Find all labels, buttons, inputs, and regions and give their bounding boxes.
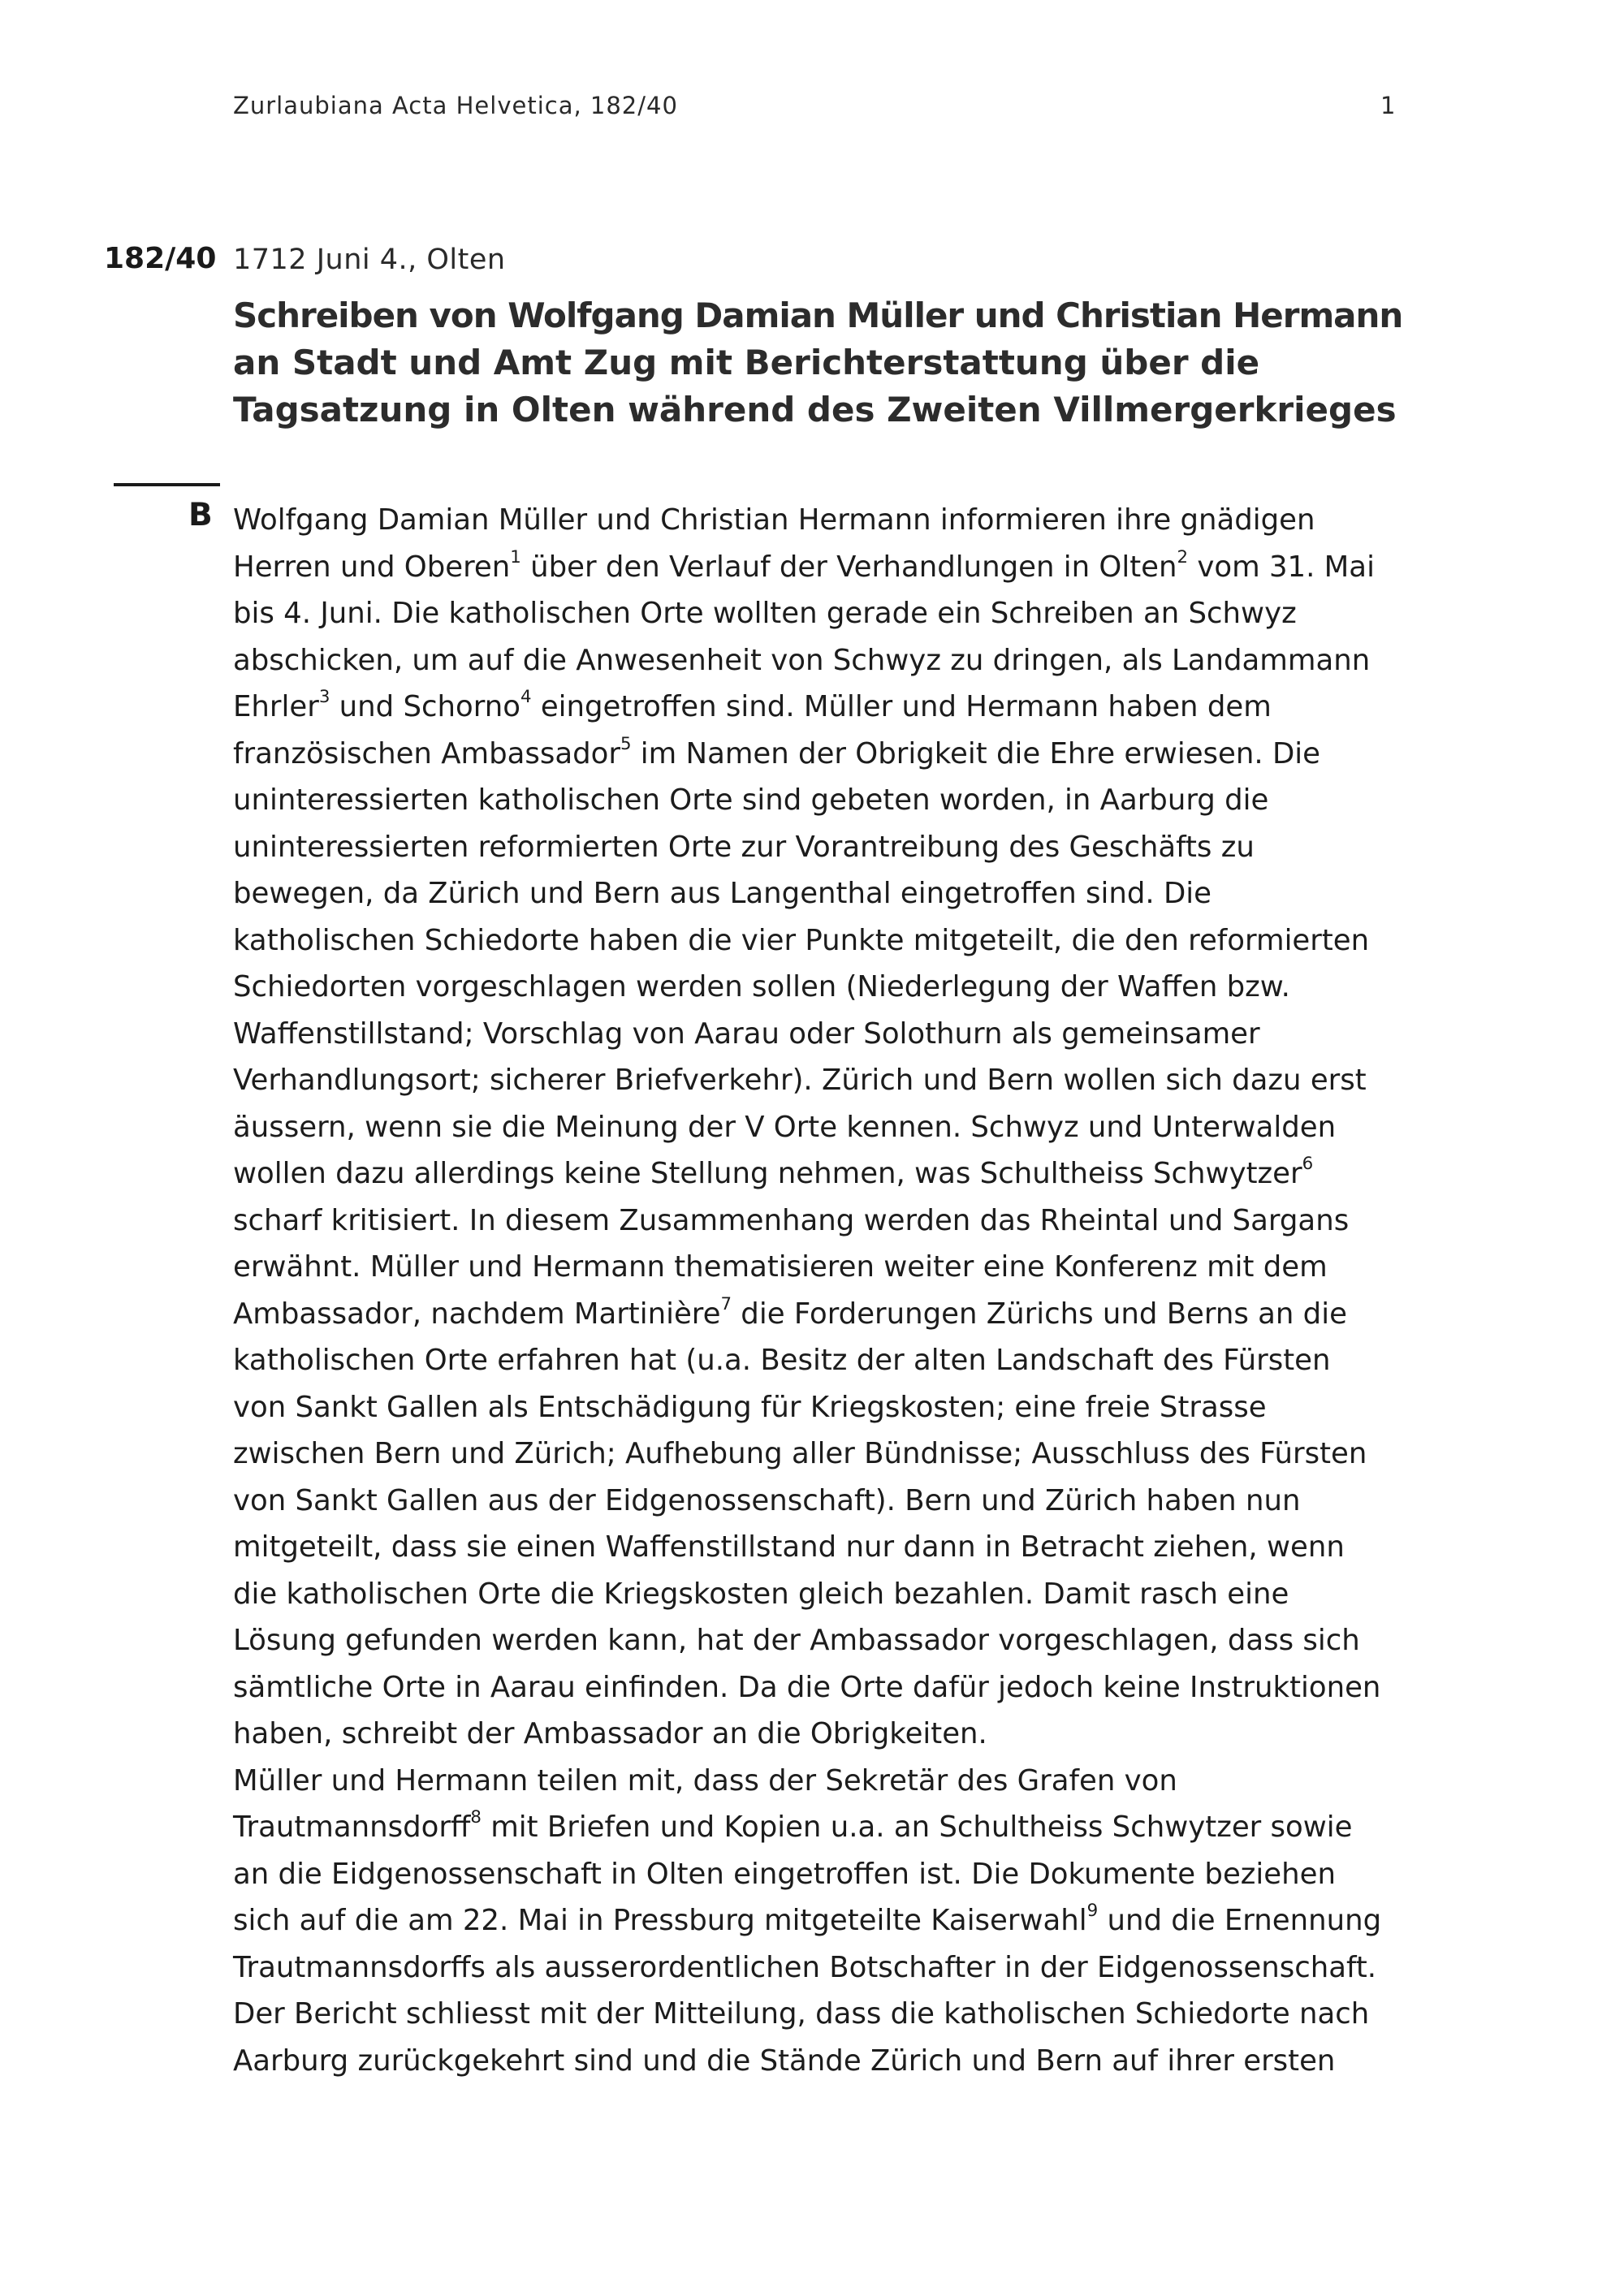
text-line: bis 4. Juni. Die katholischen Orte wollten gerade ein Schreiben an Schwyz xyxy=(233,597,1297,630)
text-line: Waffenstillstand; Vorschlag von Aarau oder Solothurn als gemeinsamer xyxy=(233,1016,1260,1051)
text-line: katholischen Schiedorte haben die vier Punkte mitgeteilt, die den reformierten xyxy=(233,923,1370,957)
text-line: Lösung gefunden werden kann, hat der Ambassador vorgeschlagen, dass sich xyxy=(233,1624,1360,1657)
text-line: Der Bericht schliesst mit der Mitteilung, dass die katholischen Schiedorte nach xyxy=(233,1997,1370,2031)
text-line: abschicken, um auf die Anwesenheit von Schwyz zu dringen, als Landammann xyxy=(233,643,1371,677)
document-date-place: 1712 Juni 4., Olten xyxy=(233,244,506,276)
document-number: 182/40 xyxy=(104,242,217,275)
document-title xyxy=(233,292,1402,434)
text-line: Trautmannsdorffs als ausserordentlichen Botschafter in der Eidgenossenschaft. xyxy=(233,1950,1377,1984)
footnote-ref: 9 xyxy=(1086,1900,1099,1921)
text-line: Müller und Hermann teilen mit, dass der Sekretär des Grafen von xyxy=(233,1763,1177,1798)
text-line: an die Eidgenossenschaft in Olten eingetroffen ist. Die Dokumente beziehen xyxy=(233,1857,1336,1891)
text-line: mitgeteilt, dass sie einen Waffenstillstand nur dann in Betracht ziehen, wenn xyxy=(233,1530,1345,1564)
running-title: Zurlaubiana Acta Helvetica, 182/40 xyxy=(233,92,678,119)
text-line: scharf kritisiert. In diesem Zusammenhang werden das Rheintal und Sargans xyxy=(233,1203,1350,1237)
text-line: französischen Ambassador$^5$ im Namen der Obrigkeit die Ehre erwiesen. Die xyxy=(233,733,1320,770)
footnote-ref: 2 xyxy=(1177,546,1189,568)
footnote-ref: 5 xyxy=(620,733,632,754)
title-line: Schreiben von Wolfgang Damian Müller und Christian Hermann xyxy=(233,296,1403,335)
footnote-ref: 1 xyxy=(510,546,521,568)
text-line: Aarburg zurückgekehrt sind und die Stände Zürich und Bern auf ihrer ersten xyxy=(233,2044,1336,2078)
text-line: Wolfgang Damian Müller und Christian Hermann informieren ihre gnädigen xyxy=(233,503,1315,537)
footnote-ref: 8 xyxy=(470,1806,482,1828)
text-line: sämtliche Orte in Aarau einfinden. Da die Orte dafür jedoch keine Instruktionen xyxy=(233,1670,1381,1704)
text-line: uninteressierten reformierten Orte zur Vorantreibung des Geschäfts zu xyxy=(233,830,1255,864)
text-line: erwähnt. Müller und Hermann thematisieren weiter eine Konferenz mit dem xyxy=(233,1250,1328,1284)
text-line: wollen dazu allerdings keine Stellung nehmen, was Schultheiss Schwytzer$^6$ xyxy=(233,1153,1314,1190)
text-line: Herren und Oberen$^1$ über den Verlauf der Verhandlungen in Olten$^2$ vom 31. Mai xyxy=(233,546,1375,584)
page-number: 1 xyxy=(1380,92,1396,119)
text-line: bewegen, da Zürich und Bern aus Langenthal eingetroffen sind. Die xyxy=(233,877,1212,910)
text-line: haben, schreibt der Ambassador an die Obrigkeiten. xyxy=(233,1717,987,1750)
summary-text xyxy=(233,497,1402,2084)
title-line: Tagsatzung in Olten während des Zweiten Villmergerkrieges xyxy=(233,390,1397,429)
text-line: zwischen Bern und Zürich; Aufhebung aller Bündnisse; Ausschluss des Fürsten xyxy=(233,1437,1367,1470)
text-line: äussern, wenn sie die Meinung der V Orte kennen. Schwyz und Unterwalden xyxy=(233,1110,1337,1144)
text-line: von Sankt Gallen aus der Eidgenossenschaft). Bern und Zürich haben nun xyxy=(233,1483,1301,1517)
section-divider xyxy=(114,483,220,486)
text-line: die katholischen Orte die Kriegskosten gleich bezahlen. Damit rasch eine xyxy=(233,1577,1289,1611)
footnote-ref: 4 xyxy=(520,686,532,707)
title-line: an Stadt und Amt Zug mit Berichterstattung über die xyxy=(233,343,1260,382)
text-line: Ambassador, nachdem Martinière$^7$ die Forderungen Zürichs und Berns an die xyxy=(233,1293,1347,1331)
text-line: von Sankt Gallen als Entschädigung für Kriegskosten; eine freie Strasse xyxy=(233,1390,1267,1424)
footnote-ref: 6 xyxy=(1302,1153,1314,1174)
footnote-ref: 7 xyxy=(720,1293,732,1314)
footnote-ref: 3 xyxy=(318,686,330,707)
text-line: katholischen Orte erfahren hat (u.a. Besitz der alten Landschaft des Fürsten xyxy=(233,1344,1331,1377)
section-marker: B xyxy=(188,497,213,533)
text-line: Verhandlungsort; sicherer Briefverkehr). Zürich und Bern wollen sich dazu erst xyxy=(233,1064,1367,1097)
text-line: Ehrler$^3$ und Schorno$^4$ eingetroffen sind. Müller und Hermann haben dem xyxy=(233,686,1272,723)
text-line: sich auf die am 22. Mai in Pressburg mitgeteilte Kaiserwahl$^9$ und die Ernennung xyxy=(233,1900,1382,1937)
text-line: Trautmannsdorff$^8$ mit Briefen und Kopien u.a. an Schultheiss Schwytzer sowie xyxy=(233,1806,1353,1844)
text-line: uninteressierten katholischen Orte sind gebeten worden, in Aarburg die xyxy=(233,783,1269,817)
text-line: Schiedorten vorgeschlagen werden sollen (Niederlegung der Waffen bzw. xyxy=(233,970,1290,1003)
